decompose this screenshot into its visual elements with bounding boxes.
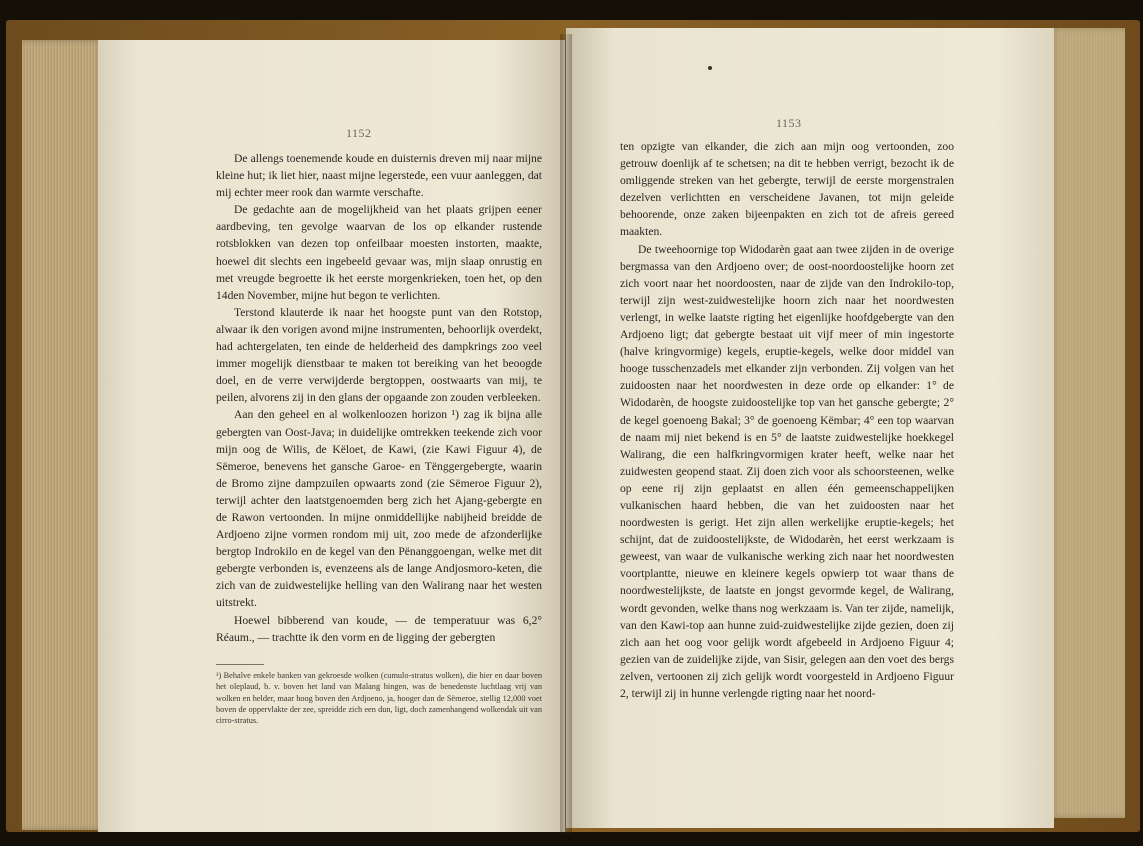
footnote-rule xyxy=(216,664,264,665)
ink-speck xyxy=(708,66,712,70)
footnote: ¹) Behalve enkele banken van gekroesde wolken (cumulo-stratus wolken), die hier en daar boven het oleplaud, b. v. boven het land van Malang hingen, was de benedenste luchtlaag vrij van wolken en helder, maar hoog boven den Ardjoeno, ja, hooger dan de Sëmeroe, stellig 12,000 voet boven de oppervlakte der zee, spreidde zich een dun, ligt, doch zamenhangend wolkendak uit van cirro-stratus. xyxy=(216,671,542,726)
left-paragraph-4: Aan den geheel en al wolkenloozen horizon ¹) zag ik bijna alle gebergten van Oost-Java; in duidelijke omtrekken teekende zich voor mijn oog de Wilis, de Këloet, de Kawi, (zie Kawi Figuur 4), de Sëmeroe, benevens het gansche Garoe- en Tënggergebergte, waarin de Bromo zijne dampzuilen opwaarts zond (zie Sëmeroe Figuur 2), terwijl achter den laatstgenoemden berg zich het Ajang-gebergte en de Rawon vertoonden. In mijne onmiddellijke nabijheid breidde de Ardjoeno zijne vormen rondom mij uit, zoo mede de afzonderlijke bergtop Indrokilo en de kegel van den Pënanggoengan, welke met dit gebergte verbonden is, evenzeens als de lange Andjosmoro-keten, die zich van de zuidwestelijke helling van den Walirang naar het westen uitstrekt. xyxy=(216,408,542,610)
right-page-number: 1153 xyxy=(776,116,802,130)
left-paragraph-1: De allengs toenemende koude en duisternis dreven mij naar mijne kleine hut; ik liet hier, naast mijne legerstede, een vuur aanleggen, dat mij echter meer rook dan warmte verschafte. xyxy=(216,152,542,200)
right-paragraph-1: ten opzigte van elkander, die zich aan mijn oog vertoonden, zoo getrouw doenlijk af te schetsen; na dit te hebben verrigt, bezocht ik de omliggende streken van het gebergte, terwijl de eerste morgenstralen dezelven verlichtten en verscheidene Javanen, tot mijn geleide behoorende, onze zaken bijeenpakten en zich tot de afreis gereed maakten. xyxy=(620,140,954,239)
left-page xyxy=(98,40,565,832)
left-body-text xyxy=(216,150,542,646)
left-paragraph-5: Hoewel bibberend van koude, — de temperatuur was 6,2° Réaum., — trachtte ik den vorm en de ligging der gebergten xyxy=(216,613,542,644)
left-paragraph-2: De gedachte aan de mogelijkheid van het plaats grijpen eener aardbeving, ten gevolge waarvan de los op elkander rustende rotsblokken van dezen top onfeilbaar moesten instorten, maakte, hoewel dit slechts een ingebeeld gevaar was, mijn slaap onrustig en met vreugde begroette ik het eerste morgenkrieken, toen het, op den 14den November, mijne hut begon te verlichten. xyxy=(216,203,542,302)
right-page-edges xyxy=(1050,28,1125,818)
right-paragraph-2: De tweehoornige top Widodarèn gaat aan twee zijden in de overige bergmassa van den Ardjoeno over; de oost-noordoostelijke hoorn zet zich voort naar het noordoosten, naar de zijde van den Indrokilo-top, terwijl zijn west-zuidwestelijke hoorn zich naar het noordwesten verlengt, in welke laatste rigting het eigenlijke hoofdgebergte van den Ardjoeno ligt; dat gebergte bestaat uit vijf meer of min ingestorte (halve kringvormige) kegels, eruptie-kegels, welke door middel van hooge tusschenzadels met elkander zijn verbonden. Zij volgen van het zuidoosten naar het noordwesten in deze orde op elkander: 1° de Widodarèn, de hoogste zuidoostelijke top van het gansche gebergte; 2° de kegel goenoeng Bakal; 3° de goenoeng Këmbar; 4° een top waarvan de naam mij niet bekend is en 5° de laatste zuidwestelijke hoekkegel Walirang, die een halfkringvormigen krater heeft, welke naar het zuidwesten geopend staat. Zij doen zich voor als schoorsteenen, welke op eene rij zijn geplaatst en allen één gemeenschappelijken vulkanischen haard hebben, die van het zuidoosten naar het noordwesten is gerigt. Het zijn allen werkelijke eruptie-kegels; het schijnt, dat de zuidoostelijkste, de Widodarèn, het eerst werkzaam is geweest, van waar de vulkanische werking zich naar het noordwesten voortplantte, nieuwe en kleinere kegels opwierp tot waar thans de noordwestelijkste, de laatste en jongst gevormde kegel, de Walirang, wordt gevonden, welke thans nog werkzaam is. Van ter zijde, namelijk, van den Kawi-top aan hunne zuid-zuidwestelijke zijde gezien, doen zij zich aan het oog voor gelijk wordt afgebeeld in Ardjoeno Figuur 4; gezien van de zuidelijke zijde, van Sisir, gelegen aan den voet des bergs zelven, vertoonen zij zich gelijk wordt voorgesteld in Ardjoeno Figuur 2, terwijl zij in hunne verlengde rigting naar het noord- xyxy=(620,242,954,700)
left-page-number: 1152 xyxy=(346,126,372,140)
right-body-text xyxy=(620,138,954,702)
left-paragraph-3: Terstond klauterde ik naar het hoogste punt van den Rotstop, alwaar ik den vorigen avond mijne instrumenten, behoorlijk overdekt, had achtergelaten, ten einde de helderheid des dampkrings zoo veel immer mogelijk dienstbaar te maken tot bereiking van het beoogde doel, en de verre verwijderde bergtoppen, oostwaarts van mij, te peilen, alvorens zij in den glans der opgaande zon zouden verbleeken. xyxy=(216,305,542,405)
book-gutter xyxy=(560,34,572,834)
left-page-edges xyxy=(22,40,104,830)
right-page xyxy=(566,28,1054,828)
